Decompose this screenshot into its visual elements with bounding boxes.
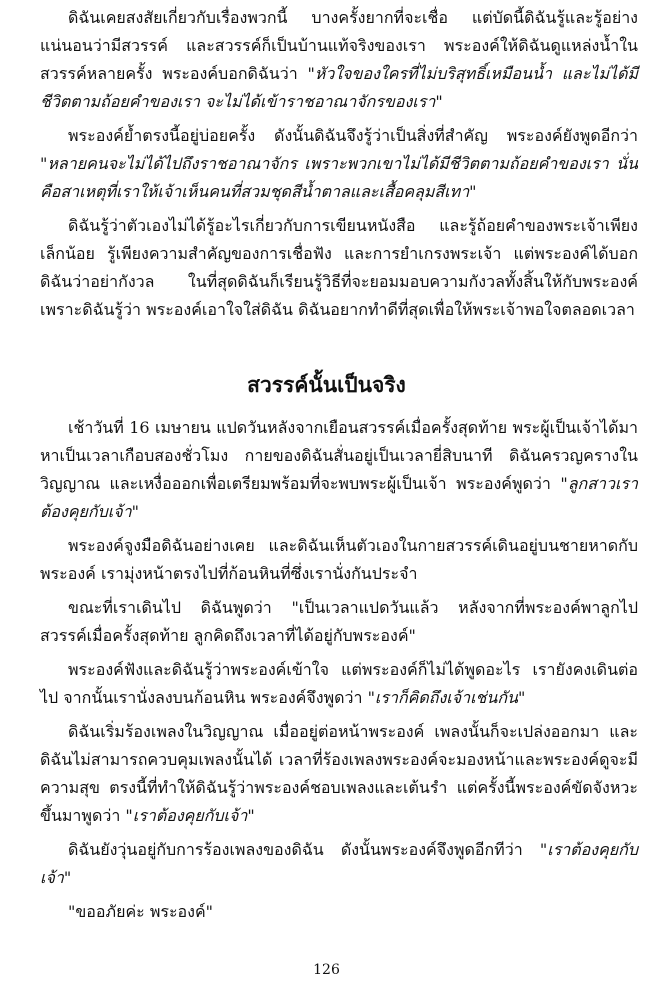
intro-section: [40, 4, 638, 330]
paragraph: [40, 122, 638, 206]
italic-quote: "หลายคนจะไม่ได้ไปถึงราชอาณาจักร เพราะพวกเขาไม่ได้มีชีวิตตามถ้อยคำของเรา นั่นคือสาเหตุที่เราให้เจ้าเห็นคนที่สวมชุดสีน้ำตาลและเสื้อคลุมสีเทา": [40, 154, 638, 201]
paragraph: [40, 414, 638, 526]
section-heading: สวรรค์นั้นเป็นจริง: [247, 373, 406, 397]
paragraph: [40, 656, 638, 712]
italic-quote: "เราก็คิดถึงเจ้าเช่นกัน": [367, 688, 526, 707]
italic-quote: "ลูกสาวเราต้องคุยกับเจ้า": [40, 474, 638, 521]
paragraph-text: ดิฉันยังวุ่นอยู่กับการร้องเพลงของดิฉัน ดังนั้นพระองค์จึงพูดอีกทีว่า: [68, 840, 540, 859]
italic-quote: "หัวใจของใครที่ไม่บริสุทธิ์เหมือนน้ำ และไม่ได้มีชีวิตตามถ้อยคำของเรา จะไม่ได้เข้าราชอาณาจักรของเรา": [40, 64, 639, 111]
paragraph: "ขออภัยค่ะ พระองค์": [68, 902, 214, 921]
paragraph: ขณะที่เราเดินไป ดิฉันพูดว่า "เป็นเวลาแปดวันแล้ว หลังจากที่พระองค์พาลูกไปสวรรค์เมื่อครั้งสุดท้าย ลูกคิดถึงเวลาที่ได้อยู่กับพระองค์": [40, 598, 638, 645]
paragraph: [40, 718, 638, 830]
paragraph-text: ดิฉันเริ่มร้องเพลงในวิญญาณ เมื่ออยู่ต่อหน้าพระองค์ เพลงนั้นก็จะเปล่งออกมา และดิฉันไม่สามารถควบคุมเพลงนั้นได้ เวลาที่ร้องเพลงพระองค์จะมองหน้าและพระองค์ดูจะมีความสุข ตรงนี้ที่ทำให้ดิฉันรู้ว่าพระองค์ชอบเพลงและเต้นรำ แต่ครั้งนี้พระองค์ขัดจังหวะขึ้นมาพูดว่า: [40, 722, 638, 825]
paragraph-text: พระองค์ฟังและดิฉันรู้ว่าพระองค์เข้าใจ แต่พระองค์ก็ไม่ได้พูดอะไร เรายังคงเดินต่อไป จากนั้นเรานั่งลงบนก้อนหิน พระองค์จึงพูดว่า: [40, 660, 638, 707]
paragraph-text: พระองค์ย้ำตรงนี้อยู่บ่อยครั้ง ดังนั้นดิฉันจึงรู้ว่าเป็นสิ่งที่สำคัญ พระองค์ยังพูดอีกว่า: [68, 126, 638, 145]
paragraph: พระองค์จูงมือดิฉันอย่างเคย และดิฉันเห็นตัวเองในกายสวรรค์เดินอยู่บนชายหาดกับพระองค์ เรามุ่งหน้าตรงไปที่ก้อนหินที่ซึ่งเรานั่งกันประจำ: [40, 536, 638, 583]
paragraph-text: เช้าวันที่ 16 เมษายน แปดวันหลังจากเยือนสวรรค์เมื่อครั้งสุดท้าย พระผู้เป็นเจ้าได้มาหาเป็นเวลาเกือบสองชั่วโมง กายของดิฉันสั่นอยู่เป็นเวลายี่สิบนาที ดิฉันครวญครางในวิญญาณ และเหงื่อออกเพื่อเตรียมพร้อมที่จะพบพระผู้เป็นเจ้า พระองค์พูดว่า: [40, 418, 638, 493]
italic-quote: "เราต้องคุยกับเจ้า": [40, 840, 638, 887]
page-number: 126: [313, 962, 340, 978]
italic-quote: "เราต้องคุยกับเจ้า": [125, 806, 255, 825]
paragraph-text: ดิฉันเคยสงสัยเกี่ยวกับเรื่องพวกนี้ บางครั้งยากที่จะเชื่อ แต่บัดนี้ดิฉันรู้และรู้อย่างแน่นอนว่ามีสวรรค์ และสวรรค์ก็เป็นบ้านแท้จริงของเรา พระองค์ให้ดิฉันดูแหล่งน้ำในสวรรค์หลายครั้ง พระองค์บอกดิฉันว่า: [40, 8, 638, 83]
paragraph: [40, 836, 638, 892]
paragraph: [40, 4, 638, 116]
main-section: [40, 414, 638, 932]
paragraph: ดิฉันรู้ว่าตัวเองไม่ได้รู้อะไรเกี่ยวกับการเขียนหนังสือ และรู้ถ้อยคำของพระเจ้าเพียงเล็กน้อย รู้เพียงความสำคัญของการเชื่อฟัง และการยำเกรงพระเจ้า แต่พระองค์ได้บอกดิฉันว่าอย่ากังวล ในที่สุดดิฉันก็เรียนรู้วิธีที่จะยอมมอบความกังวลทั้งสิ้นให้กับพระองค์ เพราะดิฉันรู้ว่า พระองค์เอาใจใส่ดิฉัน ดิฉันอยากทำดีที่สุดเพื่อให้พระเจ้าพอใจตลอดเวลา: [40, 216, 638, 319]
